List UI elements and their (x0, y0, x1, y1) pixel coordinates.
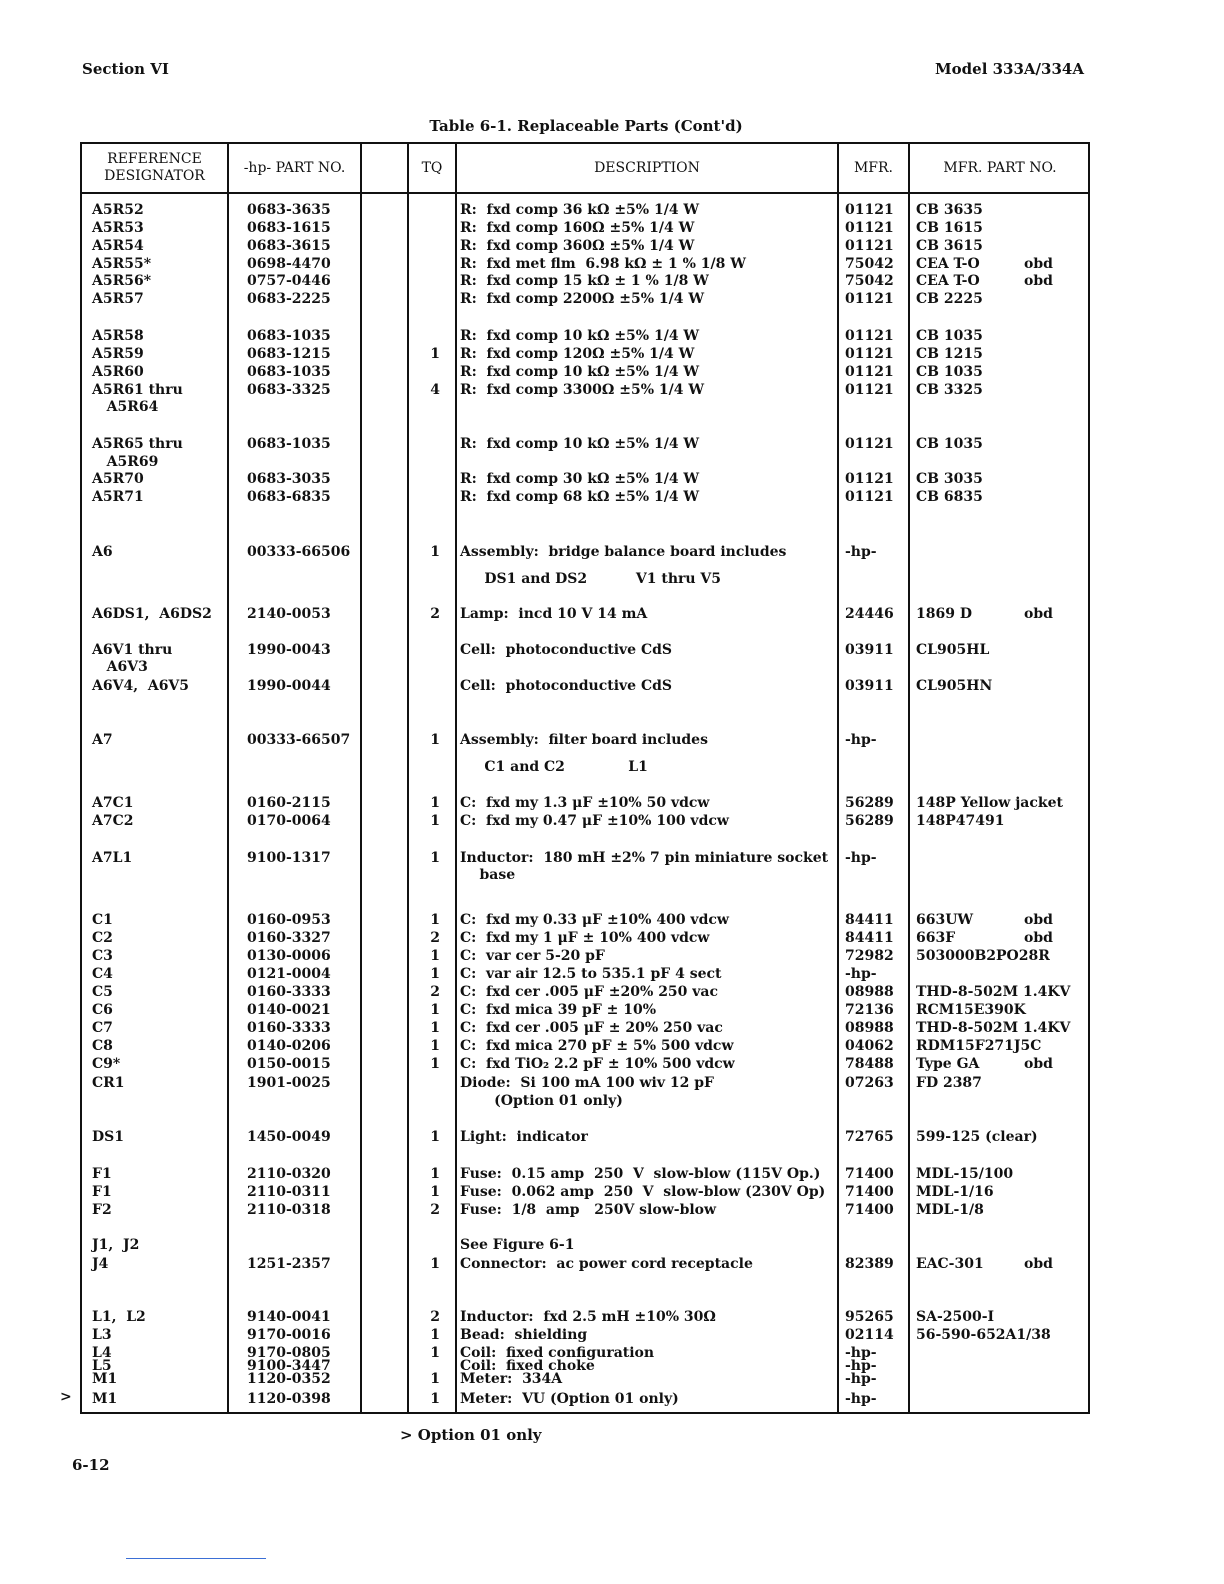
cell-mfr: 82389 (845, 1256, 894, 1272)
cell-part: 0140-0021 (247, 1002, 331, 1018)
cell-mfr: 01121 (845, 328, 894, 344)
cell-ref: L1, L2 (92, 1309, 146, 1325)
cell-mfr: 01121 (845, 202, 894, 218)
cell-part: 9100-3447 (247, 1358, 331, 1374)
cell-desc: C: var air 12.5 to 535.1 pF 4 sect (460, 966, 722, 982)
cell-mpn: RCM15E390K (916, 1002, 1026, 1018)
cell-desc: R: fxd comp 120Ω ±5% 1/4 W (460, 346, 695, 362)
cell-mpn: THD-8-502M 1.4KV (916, 984, 1071, 1000)
cell-part: 0160-3333 (247, 984, 331, 1000)
cell-mpn: CB 1035 (916, 328, 983, 344)
cell-ref: C3 (92, 948, 113, 964)
cell-mfr: 01121 (845, 346, 894, 362)
cell-mfr: 07263 (845, 1075, 894, 1091)
cell-desc: Inductor: 180 mH ±2% 7 pin miniature socket (460, 850, 829, 866)
cell-tq: 1 (430, 1345, 440, 1361)
cell-tq: 1 (430, 732, 440, 748)
cell-desc: C: fxd my 1 μF ± 10% 400 vdcw (460, 930, 710, 946)
cell-obd: obd (1024, 256, 1053, 272)
cell-part: 9170-0016 (247, 1327, 331, 1343)
cell-desc: Assembly: bridge balance board includes (460, 544, 787, 560)
cell-mpn: CB 3035 (916, 471, 983, 487)
cell-mpn: CB 1615 (916, 220, 983, 236)
cell-mpn: CB 6835 (916, 489, 983, 505)
cell-desc: C: fxd my 1.3 μF ±10% 50 vdcw (460, 795, 710, 811)
cell-mpn: SA-2500-I (916, 1309, 995, 1325)
cell-ref: M1 (92, 1391, 118, 1407)
cell-desc: R: fxd comp 30 kΩ ±5% 1/4 W (460, 471, 700, 487)
cell-mpn: Type GA (916, 1056, 980, 1072)
cell-desc: Cell: photoconductive CdS (460, 642, 672, 658)
cell-mpn: 599-125 (clear) (916, 1129, 1038, 1145)
cell-desc: Meter: VU (Option 01 only) (460, 1391, 679, 1407)
cell-tq: 2 (430, 606, 440, 622)
cell-part: 1251-2357 (247, 1256, 331, 1272)
cell-mpn: 148P47491 (916, 813, 1005, 829)
cell-ref: C4 (92, 966, 113, 982)
cell-mfr: -hp- (845, 966, 877, 982)
cell-mfr: -hp- (845, 1345, 877, 1361)
cell-desc: Fuse: 0.15 amp 250 V slow-blow (115V Op.) (460, 1166, 821, 1182)
cell-part: 2140-0053 (247, 606, 331, 622)
cell-desc: C: fxd my 0.33 μF ±10% 400 vdcw (460, 912, 729, 928)
cell-ref: A5R64 (92, 399, 159, 415)
cell-mfr: 71400 (845, 1166, 894, 1182)
cell-obd: obd (1024, 912, 1053, 928)
cell-ref: A5R70 (92, 471, 144, 487)
cell-desc: C: fxd my 0.47 μF ±10% 100 vdcw (460, 813, 729, 829)
cell-mpn: CB 3325 (916, 382, 983, 398)
model-label: Model 333A/334A (935, 60, 1084, 78)
cell-mpn: 56-590-652A1/38 (916, 1327, 1051, 1343)
header-mfr: MFR. (853, 159, 894, 176)
cell-tq: 1 (430, 1391, 440, 1407)
cell-part: 0683-2225 (247, 291, 331, 307)
cell-mpn: CB 3615 (916, 238, 983, 254)
header-desc: DESCRIPTION (594, 159, 700, 176)
cell-tq: 1 (430, 1056, 440, 1072)
cell-ref: A6DS1, A6DS2 (92, 606, 212, 622)
cell-part: 0683-1035 (247, 364, 331, 380)
cell-ref: CR1 (92, 1075, 125, 1091)
cell-ref: A5R57 (92, 291, 144, 307)
cell-part: 0121-0004 (247, 966, 331, 982)
cell-mpn: CEA T-O (916, 273, 980, 289)
cell-ref: DS1 (92, 1129, 124, 1145)
cell-part: 0683-3615 (247, 238, 331, 254)
cell-mfr: 78488 (845, 1056, 894, 1072)
cell-part: 2110-0320 (247, 1166, 331, 1182)
cell-ref: L3 (92, 1327, 112, 1343)
cell-ref: A5R53 (92, 220, 144, 236)
cell-ref: L4 (92, 1345, 112, 1361)
cell-desc: Connector: ac power cord receptacle (460, 1256, 753, 1272)
cell-ref: J1, J2 (92, 1237, 140, 1253)
cell-mfr: 72136 (845, 1002, 894, 1018)
cell-part: 0683-6835 (247, 489, 331, 505)
cell-part: 0160-3327 (247, 930, 331, 946)
cell-mpn: CEA T-O (916, 256, 980, 272)
cell-mfr: 01121 (845, 220, 894, 236)
cell-part: 0150-0015 (247, 1056, 331, 1072)
cell-desc: R: fxd comp 3300Ω ±5% 1/4 W (460, 382, 705, 398)
header-divider (82, 192, 1088, 194)
cell-part: 9140-0041 (247, 1309, 331, 1325)
cell-ref: A5R60 (92, 364, 144, 380)
column-divider (908, 144, 910, 1412)
table-caption: Table 6-1. Replaceable Parts (Cont'd) (429, 117, 743, 135)
cell-part: 0140-0206 (247, 1038, 331, 1054)
cell-mfr: 75042 (845, 273, 894, 289)
cell-ref: F1 (92, 1166, 112, 1182)
cell-tq: 1 (430, 850, 440, 866)
cell-mpn: CB 3635 (916, 202, 983, 218)
cell-mpn: CB 1035 (916, 364, 983, 380)
cell-tq: 1 (430, 1371, 440, 1387)
cell-tq: 1 (430, 1002, 440, 1018)
cell-tq: 2 (430, 930, 440, 946)
cell-mpn: RDM15F271J5C (916, 1038, 1042, 1054)
cell-mfr: 24446 (845, 606, 894, 622)
option-marker: > (60, 1389, 72, 1405)
cell-part: 0698-4470 (247, 256, 331, 272)
cell-tq: 2 (430, 1309, 440, 1325)
cell-tq: 1 (430, 1184, 440, 1200)
cell-obd: obd (1024, 1256, 1053, 1272)
cell-mfr: 95265 (845, 1309, 894, 1325)
cell-mpn: CB 2225 (916, 291, 983, 307)
cell-mpn: MDL-1/8 (916, 1202, 984, 1218)
cell-desc: C: fxd mica 39 pF ± 10% (460, 1002, 657, 1018)
cell-ref: A6 (92, 544, 113, 560)
cell-ref: C7 (92, 1020, 113, 1036)
cell-mfr: 84411 (845, 912, 894, 928)
cell-part: 0160-2115 (247, 795, 331, 811)
cell-mpn: 1869 D (916, 606, 972, 622)
cell-desc: C: fxd cer .005 μF ±20% 250 vac (460, 984, 719, 1000)
cell-mpn: 663F (916, 930, 956, 946)
cell-part: 0160-3333 (247, 1020, 331, 1036)
cell-part: 2110-0318 (247, 1202, 331, 1218)
cell-part: 0683-1215 (247, 346, 331, 362)
cell-obd: obd (1024, 930, 1053, 946)
cell-desc: Bead: shielding (460, 1327, 588, 1343)
cell-ref: A5R56* (92, 273, 152, 289)
cell-tq: 1 (430, 795, 440, 811)
cell-mpn: THD-8-502M 1.4KV (916, 1020, 1071, 1036)
cell-mfr: -hp- (845, 544, 877, 560)
cell-desc: Coil: fixed configuration (460, 1345, 655, 1361)
cell-mfr: 08988 (845, 984, 894, 1000)
cell-ref: A5R71 (92, 489, 144, 505)
cell-desc: C: var cer 5-20 pF (460, 948, 605, 964)
cell-ref: F1 (92, 1184, 112, 1200)
cell-tq: 1 (430, 544, 440, 560)
cell-part: 0683-3325 (247, 382, 331, 398)
cell-mfr: 72765 (845, 1129, 894, 1145)
cell-ref: A5R69 (92, 454, 159, 470)
cell-tq: 1 (430, 966, 440, 982)
cell-ref: A7C1 (92, 795, 134, 811)
cell-desc: Lamp: incd 10 V 14 mA (460, 606, 648, 622)
cell-tq: 1 (430, 813, 440, 829)
cell-tq: 1 (430, 912, 440, 928)
cell-mfr: 56289 (845, 813, 894, 829)
cell-desc: Inductor: fxd 2.5 mH ±10% 30Ω (460, 1309, 716, 1325)
cell-mfr: -hp- (845, 1371, 877, 1387)
cell-ref: A6V1 thru (92, 642, 173, 658)
cell-part: 0130-0006 (247, 948, 331, 964)
cell-desc: R: fxd comp 10 kΩ ±5% 1/4 W (460, 364, 700, 380)
cell-ref: C9* (92, 1056, 121, 1072)
cell-desc: R: fxd comp 10 kΩ ±5% 1/4 W (460, 436, 700, 452)
parts-table (80, 142, 1090, 1414)
cell-desc: base (460, 867, 516, 883)
column-divider (227, 144, 229, 1412)
cell-part: 9170-0805 (247, 1345, 331, 1361)
cell-desc: R: fxd comp 360Ω ±5% 1/4 W (460, 238, 695, 254)
cell-ref: F2 (92, 1202, 112, 1218)
cell-mfr: 71400 (845, 1202, 894, 1218)
cell-ref: A5R54 (92, 238, 144, 254)
cell-tq: 1 (430, 1020, 440, 1036)
cell-tq: 1 (430, 1256, 440, 1272)
cell-mpn: MDL-15/100 (916, 1166, 1014, 1182)
cell-mfr: -hp- (845, 1358, 877, 1374)
cell-desc: C: fxd TiO₂ 2.2 pF ± 10% 500 vdcw (460, 1056, 735, 1072)
cell-part: 0757-0446 (247, 273, 331, 289)
section-label: Section VI (82, 60, 169, 78)
column-divider (455, 144, 457, 1412)
cell-tq: 1 (430, 1327, 440, 1343)
cell-desc: C: fxd cer .005 μF ± 20% 250 vac (460, 1020, 723, 1036)
cell-mpn: FD 2387 (916, 1075, 982, 1091)
cell-ref: A7L1 (92, 850, 133, 866)
cell-part: 0683-1035 (247, 328, 331, 344)
cell-ref: A5R65 thru (92, 436, 183, 452)
cell-mpn: CB 1215 (916, 346, 983, 362)
cell-desc: Coil: fixed choke (460, 1358, 595, 1374)
cell-mpn: CL905HN (916, 678, 993, 694)
cell-mfr: 01121 (845, 471, 894, 487)
cell-desc: C1 and C2 L1 (460, 759, 648, 775)
cell-ref: C8 (92, 1038, 113, 1054)
cell-desc: C: fxd mica 270 pF ± 5% 500 vdcw (460, 1038, 734, 1054)
decorative-underline (126, 1558, 266, 1559)
cell-ref: A6V4, A6V5 (92, 678, 190, 694)
cell-tq: 2 (430, 984, 440, 1000)
cell-desc: R: fxd comp 15 kΩ ± 1 % 1/8 W (460, 273, 709, 289)
cell-part: 1901-0025 (247, 1075, 331, 1091)
cell-mfr: 56289 (845, 795, 894, 811)
cell-desc: Cell: photoconductive CdS (460, 678, 672, 694)
cell-part: 1990-0044 (247, 678, 331, 694)
cell-tq: 1 (430, 948, 440, 964)
cell-ref: A6V3 (92, 659, 148, 675)
page-number: 6-12 (72, 1456, 110, 1474)
cell-ref: A5R55* (92, 256, 152, 272)
cell-desc: R: fxd comp 2200Ω ±5% 1/4 W (460, 291, 705, 307)
cell-part: 0160-0953 (247, 912, 331, 928)
cell-obd: obd (1024, 273, 1053, 289)
cell-mpn: 663UW (916, 912, 974, 928)
cell-tq: 1 (430, 1038, 440, 1054)
cell-part: 1990-0043 (247, 642, 331, 658)
cell-obd: obd (1024, 1056, 1053, 1072)
cell-obd: obd (1024, 606, 1053, 622)
cell-ref: C1 (92, 912, 113, 928)
cell-ref: A7C2 (92, 813, 134, 829)
header-part: -hp- PART NO. (243, 159, 346, 176)
footnote: > Option 01 only (400, 1426, 542, 1444)
cell-desc: Fuse: 0.062 amp 250 V slow-blow (230V Op) (460, 1184, 826, 1200)
cell-desc: DS1 and DS2 V1 thru V5 (460, 571, 722, 587)
cell-desc: See Figure 6-1 (460, 1237, 575, 1253)
cell-mpn: 503000B2PO28R (916, 948, 1050, 964)
cell-part: 2110-0311 (247, 1184, 331, 1200)
header-tq: TQ (421, 159, 443, 176)
cell-part: 0683-1035 (247, 436, 331, 452)
cell-part: 1450-0049 (247, 1129, 331, 1145)
cell-mfr: -hp- (845, 1391, 877, 1407)
cell-desc: R: fxd comp 10 kΩ ±5% 1/4 W (460, 328, 700, 344)
cell-part: 0170-0064 (247, 813, 331, 829)
cell-desc: Diode: Si 100 mA 100 wiv 12 pF (460, 1075, 714, 1091)
cell-ref: A5R59 (92, 346, 144, 362)
cell-mfr: 03911 (845, 642, 894, 658)
cell-mfr: 01121 (845, 382, 894, 398)
cell-mfr: 02114 (845, 1327, 894, 1343)
cell-part: 1120-0398 (247, 1391, 331, 1407)
cell-part: 1120-0352 (247, 1371, 331, 1387)
header-mpn: MFR. PART NO. (943, 159, 1057, 176)
cell-tq: 4 (430, 382, 440, 398)
cell-tq: 1 (430, 346, 440, 362)
cell-part: 00333-66506 (247, 544, 351, 560)
cell-mfr: 03911 (845, 678, 894, 694)
cell-part: 0683-3035 (247, 471, 331, 487)
column-divider (407, 144, 409, 1412)
cell-ref: A5R61 thru (92, 382, 183, 398)
cell-mfr: 75042 (845, 256, 894, 272)
cell-ref: A5R58 (92, 328, 144, 344)
cell-mpn: MDL-1/16 (916, 1184, 994, 1200)
cell-mfr: 01121 (845, 489, 894, 505)
cell-ref: A5R52 (92, 202, 144, 218)
cell-mfr: 84411 (845, 930, 894, 946)
cell-mfr: 01121 (845, 291, 894, 307)
cell-desc: Meter: 334A (460, 1371, 563, 1387)
cell-tq: 1 (430, 1166, 440, 1182)
cell-mfr: 01121 (845, 364, 894, 380)
cell-desc: (Option 01 only) (460, 1093, 623, 1109)
cell-desc: R: fxd met flm 6.98 kΩ ± 1 % 1/8 W (460, 256, 746, 272)
cell-ref: M1 (92, 1371, 118, 1387)
cell-mfr: 72982 (845, 948, 894, 964)
cell-mfr: 01121 (845, 238, 894, 254)
cell-ref: C2 (92, 930, 113, 946)
cell-mfr: 04062 (845, 1038, 894, 1054)
cell-ref: A7 (92, 732, 113, 748)
header-ref: REFERENCE DESIGNATOR (104, 151, 205, 184)
cell-mpn: CB 1035 (916, 436, 983, 452)
cell-mpn: CL905HL (916, 642, 990, 658)
cell-desc: Fuse: 1/8 amp 250V slow-blow (460, 1202, 717, 1218)
cell-part: 0683-1615 (247, 220, 331, 236)
cell-ref: C5 (92, 984, 113, 1000)
cell-desc: R: fxd comp 160Ω ±5% 1/4 W (460, 220, 695, 236)
cell-mfr: 71400 (845, 1184, 894, 1200)
cell-ref: L5 (92, 1358, 112, 1374)
cell-desc: Light: indicator (460, 1129, 588, 1145)
column-divider (837, 144, 839, 1412)
column-divider (360, 144, 362, 1412)
cell-tq: 1 (430, 1129, 440, 1145)
cell-mfr: 01121 (845, 436, 894, 452)
cell-mfr: -hp- (845, 850, 877, 866)
cell-ref: C6 (92, 1002, 113, 1018)
cell-desc: R: fxd comp 68 kΩ ±5% 1/4 W (460, 489, 700, 505)
cell-ref: J4 (92, 1256, 109, 1272)
cell-mpn: EAC-301 (916, 1256, 984, 1272)
cell-tq: 2 (430, 1202, 440, 1218)
cell-mpn: 148P Yellow jacket (916, 795, 1063, 811)
cell-desc: Assembly: filter board includes (460, 732, 708, 748)
cell-part: 00333-66507 (247, 732, 351, 748)
cell-part: 0683-3635 (247, 202, 331, 218)
cell-mfr: 08988 (845, 1020, 894, 1036)
cell-desc: R: fxd comp 36 kΩ ±5% 1/4 W (460, 202, 700, 218)
cell-mfr: -hp- (845, 732, 877, 748)
cell-part: 9100-1317 (247, 850, 331, 866)
